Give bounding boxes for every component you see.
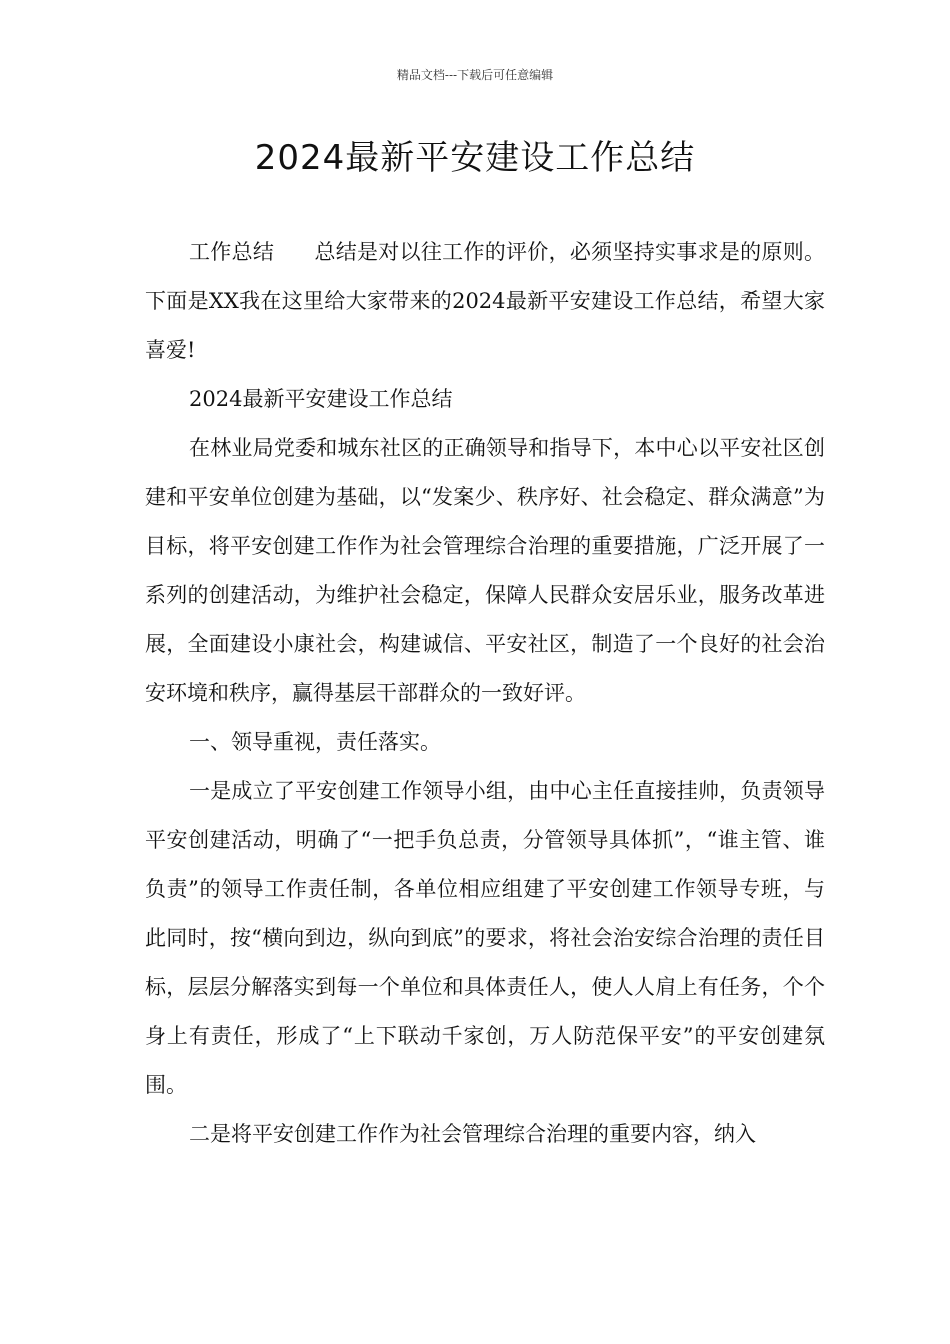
section-heading-1: 一、领导重视，责任落实。 bbox=[189, 730, 441, 754]
intro-paragraph bbox=[145, 228, 825, 375]
body-paragraph-2: 一是成立了平安创建工作领导小组，由中心主任直接挂帅，负责领导平安创建活动，明确了“一把手负总责，分管领导具体抓”，“谁主管、谁负责”的领导工作责任制，各单位相应组建了平安创建工作领导专班，与此同时，按“横向到边，纵向到底”的要求，将社会治安综合治理的责任目标，层层分解落实到每一个单位和具体责任人，使人人肩上有任务，个个身上有责任，形成了“上下联动千家创，万人防范保平安”的平安创建氛围。 bbox=[145, 779, 825, 1097]
page-header-note: 精品文档---下载后可任意编辑 bbox=[396, 68, 554, 82]
body-paragraph-1: 在林业局党委和城东社区的正确领导和指导下，本中心以平安社区创建和平安单位创建为基础，以“发案少、秩序好、社会稳定、群众满意”为目标，将平安创建工作作为社会管理综合治理的重要措施，广泛开展了一系列的创建活动，为维护社会稳定，保障人民群众安居乐业，服务改革进展，全面建设小康社会，构建诚信、平安社区，制造了一个良好的社会治安环境和秩序，赢得基层干部群众的一致好评。 bbox=[145, 436, 825, 705]
document-title: 2024最新平安建设工作总结 bbox=[254, 138, 696, 178]
document-body bbox=[145, 228, 825, 1159]
subtitle-paragraph: 2024最新平安建设工作总结 bbox=[189, 387, 453, 411]
intro-label: 工作总结 bbox=[189, 240, 275, 264]
intro-text: 总结是对以往工作的评价，必须坚持实事求是的原则。下面是XX我在这里给大家带来的2024最新平安建设工作总结，希望大家喜爱! bbox=[145, 240, 826, 362]
body-paragraph-3: 二是将平安创建工作作为社会管理综合治理的重要内容，纳入 bbox=[189, 1122, 756, 1146]
